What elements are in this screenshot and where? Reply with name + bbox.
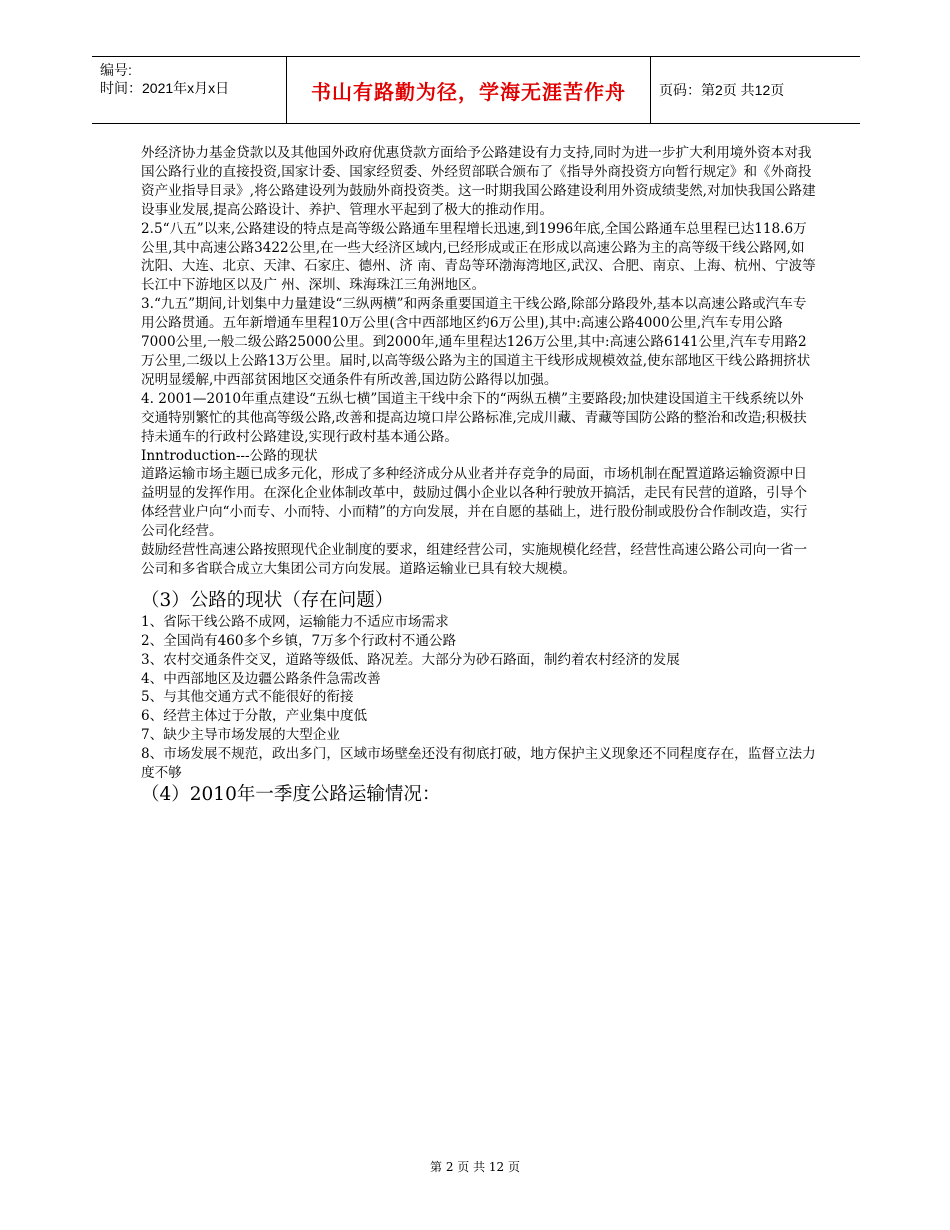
list-item: 6、经营主体过于分散，产业集中度低	[141, 708, 368, 725]
section-heading: （4）2010年一季度公路运输情况：	[141, 784, 441, 805]
header-motto: 书山有路勤为径，学海无涯苦作舟	[287, 57, 651, 123]
paragraph: Inntroduction---公路的现状	[141, 447, 318, 464]
list-item: 2、全国尚有460多个乡镇，7万多个行政村不通公路	[141, 632, 457, 649]
time-label: 时间：2021年x月x日	[100, 80, 230, 96]
list-item: 5、与其他交通方式不能很好的衔接	[141, 689, 354, 706]
page-header	[92, 56, 860, 124]
paragraph: 外经济协力基金贷款以及其他国外政府优惠贷款方面给予公路建设有力支持,同时为进一步扩大利用境外资本对我国公路行业的直接投资,国家计委、国家经贸委、外经贸部联合颁布了《指导外商投资方向暂行规定》和《外商投资产业指导目录》,将公路建设列为鼓励外商投资类。这一时期我国公路建设利用外资成绩斐然,对加快我国公路建设事业发展,提高公路设计、养护、管理水平起到了极大的推动作用。	[141, 145, 816, 218]
header-meta	[92, 57, 287, 123]
number-label: 编号:	[100, 62, 132, 78]
list-item: 3、农村交通条件交叉，道路等级低、路况差。大部分为砂石路面，制约着农村经济的发展	[141, 651, 680, 668]
page-footer: 第 2 页 共 12 页	[430, 1160, 520, 1174]
list-item: 1、省际干线公路不成网，运输能力不适应市场需求	[141, 613, 449, 630]
list-item: 8、市场发展不规范，政出多门，区域市场壁垒还没有彻底打破，地方保护主义现象还不同程度存在，监督立法力度不够	[141, 746, 816, 782]
paragraph: 鼓励经营性高速公路按照现代企业制度的要求，组建经营公司，实施规模化经营，经营性高速公路公司向一省一公司和多省联合成立大集团公司方向发展。道路运输业已具有较大规模。	[141, 542, 808, 577]
list-item: 4、中西部地区及边疆公路条件急需改善	[141, 670, 381, 687]
paragraph: 道路运输市场主题已成多元化，形成了多种经济成分从业者并存竞争的局面，市场机制在配置道路运输资源中日益明显的发挥作用。在深化企业体制改革中，鼓励过偶小企业以各种行驶放开搞活，走民有民营的道路，引导个体经营业户向“小而专、小而特、小而精”的方向发展，并在自愿的基础上，进行股份制或股份合作制改造，实行公司化经营。	[141, 466, 808, 540]
list-item: 7、缺少主导市场发展的大型企业	[141, 727, 340, 744]
paragraph: 3.“九五”期间,计划集中力量建设“三纵两横”和两条重要国道主干线公路,除部分路段外,基本以高速公路或汽车专用公路贯通。五年新增通车里程10万公里(含中西部地区约6万公里),其中:高速公路4000公里,汽车专用公路7000公里,一般二级公路25000公里。到2000年,通车里程达126万公里,其中:高速公路6141公里,汽车专用路2万公里,二级以上公路13万公里。届时,以高等级公路为主的国道主干线形成规模效益,使东部地区干线公路拥挤状况明显缓解,中西部贫困地区交通条件有所改善,国边防公路得以加强。	[141, 296, 811, 388]
section-heading: （3）公路的现状（存在问题）	[141, 589, 394, 611]
paragraph: 4. 2001—2010年重点建设“五纵七横”国道主干线中余下的“两纵五横”主要路段;加快建设国道主干线系统以外交通特别繁忙的其他高等级公路,改善和提高边境口岸公路标准,完成川藏、青藏等国防公路的整治和改造;积极扶持未通车的行政村公路建设,实现行政村基本通公路。	[141, 390, 807, 445]
document-body	[141, 144, 817, 807]
header-page-label: 页码：第2页 共12页	[659, 82, 785, 98]
paragraph: 2.5“八五”以来,公路建设的特点是高等级公路通车里程增长迅速,到1996年底,全国公路通车总里程已达118.6万公里,其中高速公路3422公里,在一些大经济区域内,已经形成或正在形成以高速公路为主的高等级干线公路网,如沈阳、大连、北京、天津、石家庄、德州、济 南、青岛等环渤海湾地区,武汉、合肥、南京、上海、杭州、宁波等长江中下游地区以及广 州、深圳、珠海珠江三角洲地区。	[141, 220, 816, 294]
